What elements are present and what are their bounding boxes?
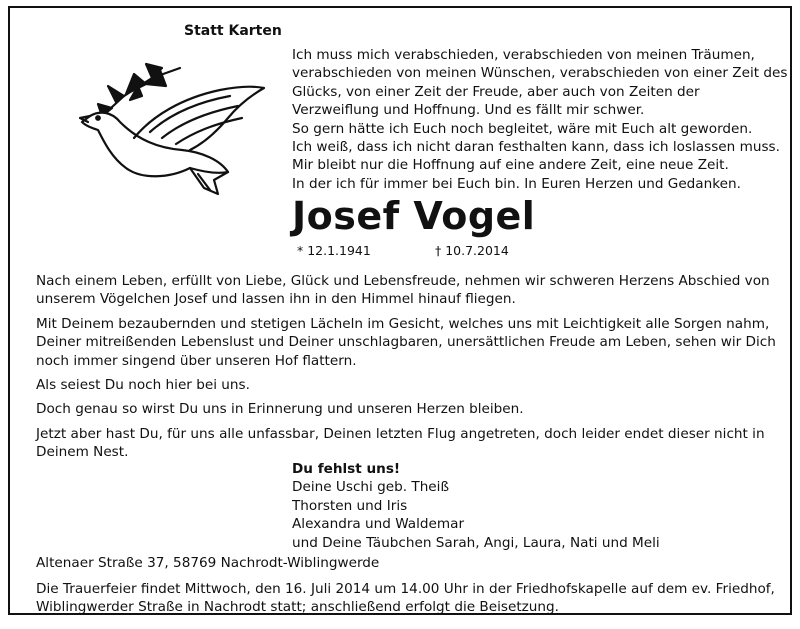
body-paragraph: Nach einem Leben, erfüllt von Liebe, Glück und Lebensfreude, nehmen wir schweren Herzens Abschied von unserem Vögelchen Josef und lassen ihn in den Himmel hinauf fliegen. <box>36 273 770 308</box>
poem-line: Ich weiß, dass ich nicht daran festhalten kann, dass ich loslassen muss. <box>292 139 780 156</box>
poem-line: So gern hätte ich Euch noch begleitet, wäre mit Euch alt geworden. <box>292 120 753 137</box>
mourner-line: Alexandra und Waldemar <box>292 516 465 533</box>
mourner-line: Thorsten und Iris <box>292 497 408 514</box>
poem-line: verabschieden von meinen Wünschen, verabschieden von einer Zeit des <box>292 65 788 82</box>
poem-line: Ich muss mich verabschieden, verabschieden von meinen Träumen, <box>292 47 755 63</box>
deceased-name: Josef Vogel <box>292 194 536 238</box>
mourner-line: und Deine Täubchen Sarah, Angi, Laura, Nati und Meli <box>292 534 660 551</box>
obituary-body <box>36 272 786 468</box>
poem-line: Verzweiflung und Hoffnung. Und es fällt mir schwer. <box>292 102 645 119</box>
birth-date: * 12.1.1941 <box>297 243 371 258</box>
body-paragraph: Als seiest Du noch hier bei uns. <box>36 377 250 394</box>
death-date: † 10.7.2014 <box>435 243 509 258</box>
body-paragraph: Mit Deinem bezaubernden und stetigen Lächeln im Gesicht, welches uns mit Leichtigkeit alle Sorgen nahm, Deiner mitreißenden Lebenslust und Deiner unschlagbaren, unersättlichen Freude am Leben, sehen wir Dich noch immer singend über unseren Hof flattern. <box>36 315 776 369</box>
funeral-info: Die Trauerfeier findet Mittwoch, den 16. Juli 2014 um 14.00 Uhr in der Friedhofskapelle auf dem ev. Friedhof, Wiblingwerder Straße in Nachrodt statt; anschließend erfolgt die Beisetzung. <box>36 581 775 616</box>
mourner-line: Deine Uschi geb. Theiß <box>292 479 450 496</box>
poem-line: Glücks, von einer Zeit der Freude, aber auch von Zeiten der <box>292 83 700 100</box>
obituary-notice <box>8 6 792 615</box>
farewell-poem <box>292 46 792 193</box>
dove-with-olive-branch-icon <box>42 56 272 201</box>
mourners-signoff <box>292 460 660 552</box>
poem-line: In der ich für immer bei Euch bin. In Euren Herzen und Gedanken. <box>292 175 741 192</box>
signoff-lead: Du fehlst uns! <box>292 461 401 477</box>
statt-karten-label: Statt Karten <box>184 23 282 39</box>
family-address: Altenaer Straße 37, 58769 Nachrodt-Wiblingwerde <box>36 555 380 571</box>
body-paragraph: Jetzt aber hast Du, für uns alle unfassbar, Deinen letzten Flug angetreten, doch leider endet dieser nicht in Deinem Nest. <box>36 425 765 461</box>
body-paragraph: Doch genau so wirst Du uns in Erinnerung und unseren Herzen bleiben. <box>36 401 524 418</box>
poem-line: Mir bleibt nur die Hoffnung auf eine andere Zeit, eine neue Zeit. <box>292 157 729 174</box>
